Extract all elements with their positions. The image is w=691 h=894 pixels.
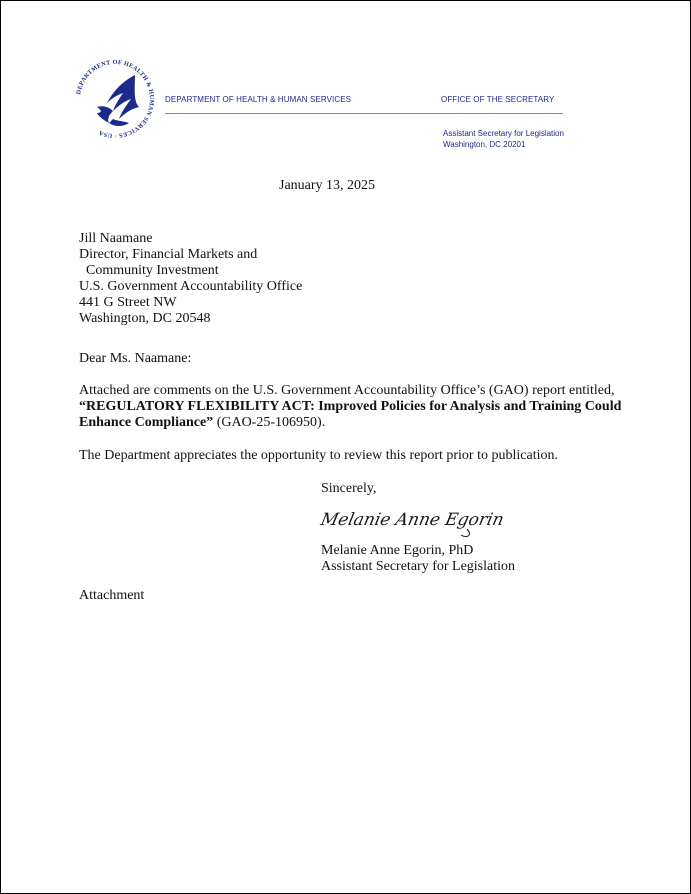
signer-title: Assistant Secretary for Legislation (321, 559, 516, 574)
recipient-address (79, 231, 302, 327)
report-title: “REGULATORY FLEXIBILITY ACT: Improved Policies for Analysis and Training Could Enhance Compliance” (79, 399, 622, 430)
letter-date: January 13, 2025 (279, 178, 376, 193)
salutation: Dear Ms. Naamane: (79, 351, 192, 366)
office-name: OFFICE OF THE SECRETARY (441, 95, 555, 104)
sender-title: Assistant Secretary for Legislation (443, 129, 564, 138)
recipient-line: U.S. Government Accountability Office (79, 279, 303, 294)
recipient-line: Washington, DC 20548 (79, 311, 211, 326)
signer-block (321, 543, 515, 575)
seal-ring-text: DEPARTMENT OF HEALTH & HUMAN SERVICES · USA (75, 58, 156, 140)
svg-text:DEPARTMENT OF HEALTH & HUMAN S (75, 59, 155, 139)
signer-name: Melanie Anne Egorin, PhD (321, 543, 474, 558)
attachment-note: Attachment (79, 588, 145, 603)
body-paragraph-1 (79, 383, 624, 431)
para1-end: (GAO-25-106950). (213, 415, 326, 430)
body-paragraph-2: The Department appreciates the opportunity to review this report prior to publication. (79, 448, 558, 463)
signature-text: Melanie Anne Egorin (318, 510, 506, 530)
recipient-line: Community Investment (79, 263, 219, 278)
sender-block (443, 128, 564, 150)
sender-city: Washington, DC 20201 (443, 140, 526, 149)
signature (317, 501, 507, 537)
recipient-line: 441 G Street NW (79, 295, 177, 310)
para1-start: Attached are comments on the U.S. Government Accountability Office’s (GAO) report entitled, (79, 383, 615, 398)
header-rule (165, 113, 563, 114)
hhs-seal-icon (73, 57, 157, 141)
closing: Sincerely, (321, 481, 377, 496)
recipient-line: Director, Financial Markets and (79, 247, 258, 262)
recipient-line: Jill Naamane (79, 231, 153, 246)
department-name: DEPARTMENT OF HEALTH & HUMAN SERVICES (165, 95, 352, 104)
